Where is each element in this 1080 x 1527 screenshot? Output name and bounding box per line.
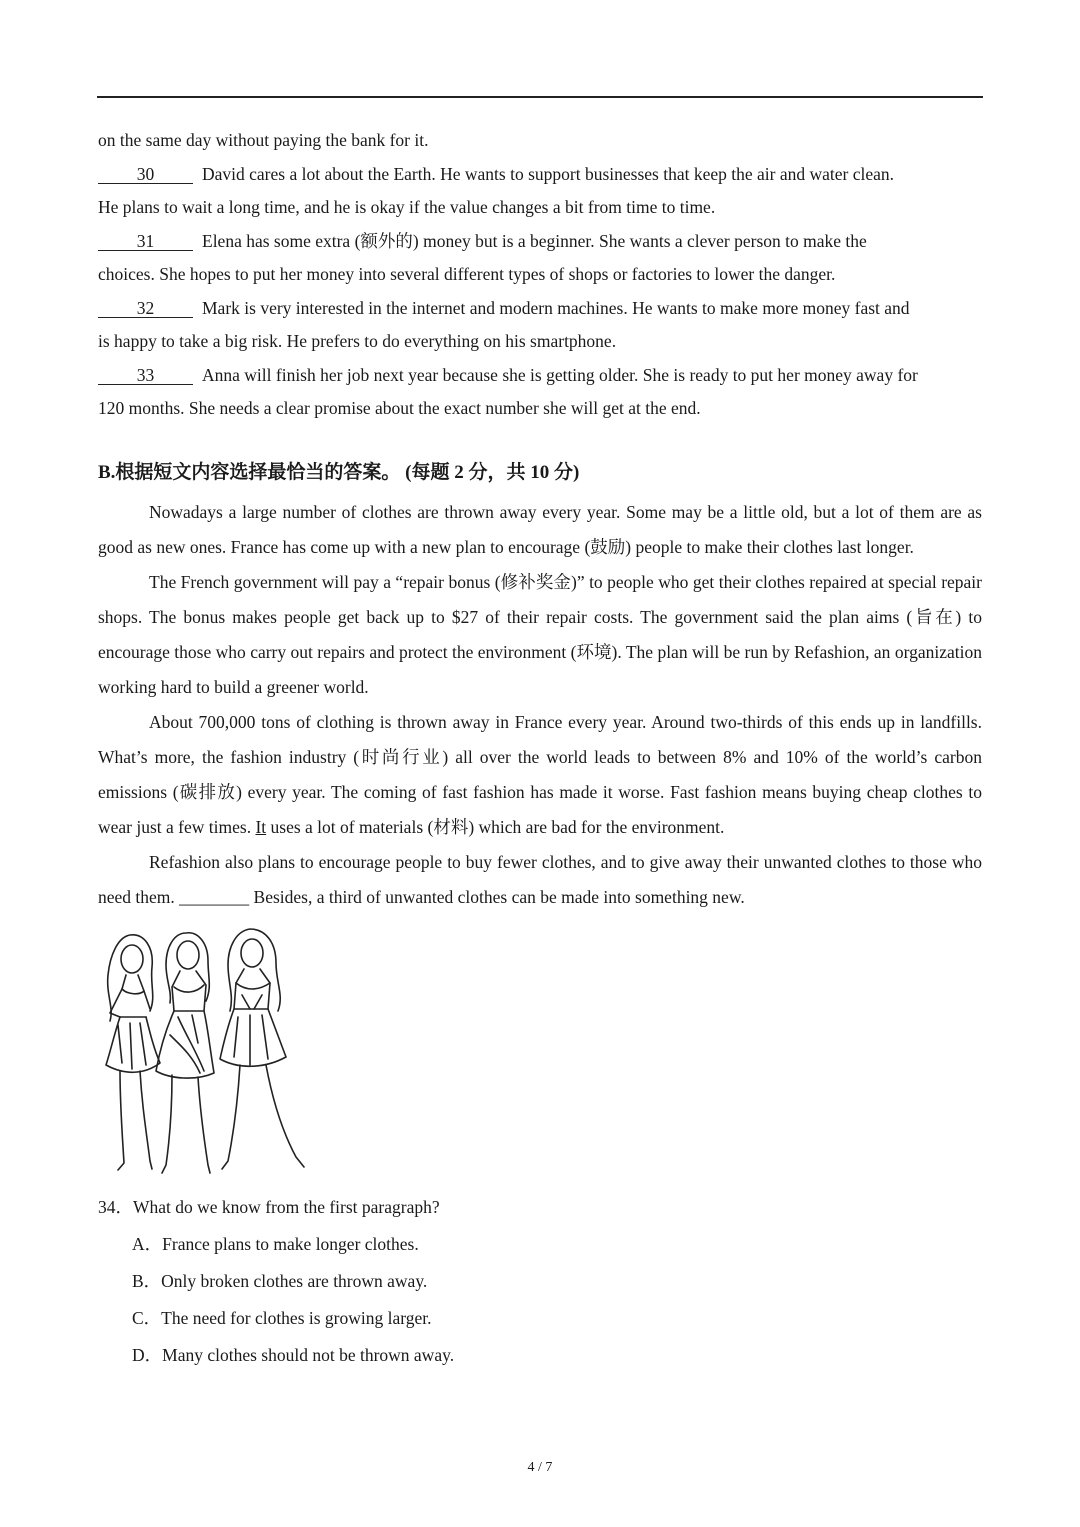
- matching-item-31: [98, 225, 982, 292]
- matching-item-33: [98, 359, 982, 426]
- item-text: Elena has some extra (额外的) money but is a beginner. She wants a clever person to make the: [202, 230, 867, 251]
- paragraph-3-text-b: uses a lot of materials (材料) which are bad for the environment.: [270, 816, 725, 837]
- section-b-heading: B.根据短文内容选择最恰当的答案。 (每题 2 分，共 10 分): [98, 461, 580, 483]
- page-content: [98, 124, 982, 1374]
- item-text-cont: 120 months. She needs a clear promise about the exact number she will get at the end.: [98, 398, 701, 418]
- answer-blank[interactable]: 31: [98, 232, 193, 251]
- answer-blank[interactable]: 33: [98, 366, 193, 385]
- continuation-line: on the same day without paying the bank for it.: [98, 130, 429, 150]
- matching-item-32: [98, 292, 982, 359]
- item-text-cont: choices. She hopes to put her money into several different types of shops or factories to lower the danger.: [98, 264, 836, 284]
- option-a[interactable]: A．France plans to make longer clothes.: [132, 1233, 419, 1254]
- passage-paragraph-3: [98, 705, 982, 845]
- paragraph-3-text-a: About 700,000 tons of clothing is thrown away in France every year. Around two-thirds of this ends up in landfills. What’s more, the fashion industry (时尚行业) all over the world leads to between 8% and 10% of the world’s carbon emissions (碳排放) every year. The coming of fast fashion has made it worse. Fast fashion means buying cheap clothes to wear just a few times.: [98, 711, 982, 837]
- option-d[interactable]: D．Many clothes should not be thrown away.: [132, 1344, 455, 1365]
- question-34-stem: 34．What do we know from the first paragraph?: [98, 1196, 440, 1217]
- fashion-illustration: [100, 925, 322, 1183]
- option-c[interactable]: C．The need for clothes is growing larger.: [132, 1307, 432, 1328]
- passage-paragraph-2: The French government will pay a “repair bonus (修补奖金)” to people who get their clothes repaired at special repair shops. The bonus makes people get back up to $27 of their repair costs. The government said the plan aims (旨在) to encourage those who carry out repairs and protect the environment (环境). The plan will be run by Refashion, an organization working hard to build a greener world.: [98, 571, 982, 697]
- answer-blank[interactable]: 32: [98, 299, 193, 318]
- option-b[interactable]: B．Only broken clothes are thrown away.: [132, 1270, 428, 1291]
- answer-blank[interactable]: 30: [98, 165, 193, 184]
- passage-paragraph-1: Nowadays a large number of clothes are thrown away every year. Some may be a little old, but a lot of them are as good as new ones. France has come up with a new plan to encourage (鼓励) people to make their clothes last longer.: [98, 501, 982, 557]
- header-rule: [97, 96, 983, 98]
- item-text: David cares a lot about the Earth. He wants to support businesses that keep the air and water clean.: [202, 163, 894, 184]
- item-text-cont: He plans to wait a long time, and he is okay if the value changes a bit from time to time.: [98, 197, 716, 217]
- underlined-pronoun: It: [255, 816, 267, 837]
- item-text: Anna will finish her job next year because she is getting older. She is ready to put her money away for: [202, 364, 918, 385]
- item-text-cont: is happy to take a big risk. He prefers to do everything on his smartphone.: [98, 331, 617, 351]
- page-number: 4 / 7: [527, 1460, 553, 1475]
- item-text: Mark is very interested in the internet and modern machines. He wants to make more money fast and: [202, 297, 910, 318]
- passage-paragraph-4: Refashion also plans to encourage people to buy fewer clothes, and to give away their unwanted clothes to those who need them. ________ Besides, a third of unwanted clothes can be made into something new.: [98, 851, 982, 907]
- matching-item-30: [98, 158, 982, 225]
